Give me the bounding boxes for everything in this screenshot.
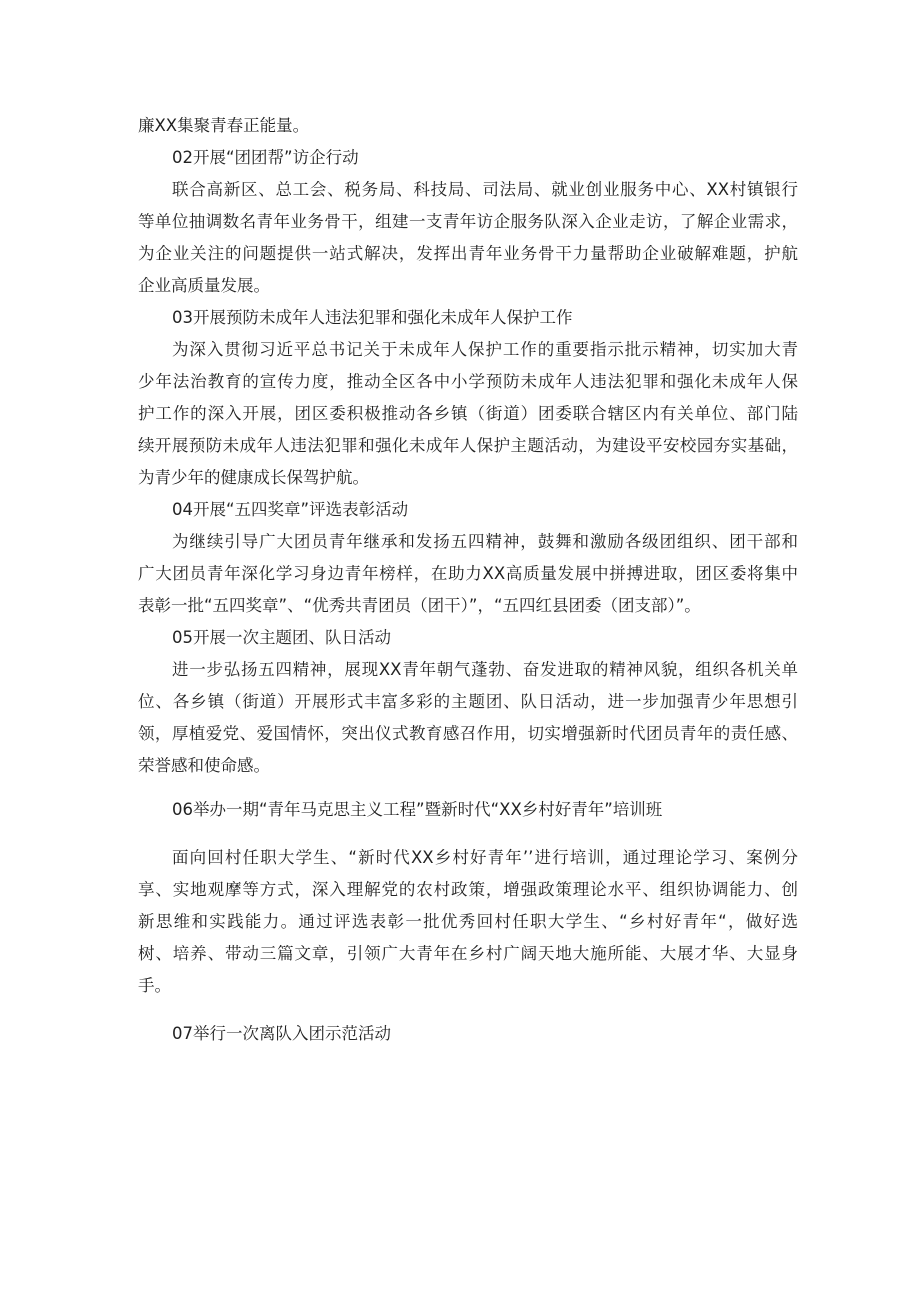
- paragraph-line: 联合高新区、总工会、税务局、科技局、司法局、就业创业服务中心、XX村镇银行: [172, 180, 798, 199]
- paragraph-line: 享、实地观摩等方式，深入理解党的农村政策，增强政策理论水平、组织协调能力、创: [138, 880, 798, 899]
- continuation-line: 廉XX集聚青春正能量。: [138, 116, 310, 135]
- document-body: [138, 110, 798, 1050]
- paragraph-line: 为企业关注的问题提供一站式解决，发挥出青年业务骨干力量帮助企业破解难题，护航: [138, 244, 798, 263]
- paragraph-line: 等单位抽调数名青年业务骨干，组建一支青年访企服务队深入企业走访，了解企业需求，: [138, 212, 798, 231]
- paragraph-line: 荣誉感和使命感。: [138, 756, 270, 775]
- paragraph-line: 新思维和实践能力。通过评选表彰一批优秀回村任职大学生、“乡村好青年“，做好选: [138, 912, 798, 931]
- section-heading-04: 04开展“五四奖章”评选表彰活动: [172, 500, 409, 519]
- section-heading-07: 07举行一次离队入团示范活动: [172, 1024, 391, 1043]
- spacer: [138, 826, 798, 842]
- paragraph-line: 企业高质量发展。: [138, 276, 270, 295]
- paragraph-line: 少年法治教育的宣传力度，推动全区各中小学预防未成年人违法犯罪和强化未成年人保: [138, 372, 798, 391]
- section-heading-05: 05开展一次主题团、队日活动: [172, 628, 391, 647]
- section-heading-06: 06举办一期“青年马克思主义工程”暨新时代“XX乡村好青年”培训班: [172, 800, 663, 819]
- paragraph-line: 手。: [138, 976, 171, 995]
- paragraph-line: 位、各乡镇（街道）开展形式丰富多彩的主题团、队日活动，进一步加强青少年思想引: [138, 692, 798, 711]
- paragraph-line: 续开展预防未成年人违法犯罪和强化未成年人保护主题活动，为建设平安校园夯实基础，: [138, 436, 798, 455]
- paragraph-line: 广大团员青年深化学习身边青年榜样，在助力XX高质量发展中拼搏进取，团区委将集中: [138, 564, 798, 583]
- paragraph-line: 面向回村任职大学生、“新时代XX乡村好青年’’进行培训，通过理论学习、案例分: [172, 848, 798, 867]
- paragraph-line: 表彰一批“五四奖章”、“优秀共青团员（团干）”，“五四红县团委（团支部）”。: [138, 596, 701, 615]
- spacer: [138, 1002, 798, 1018]
- paragraph-line: 护工作的深入开展，团区委积极推动各乡镇（街道）团委联合辖区内有关单位、部门陆: [138, 404, 798, 423]
- paragraph-line: 为青少年的健康成长保驾护航。: [138, 468, 369, 487]
- section-heading-03: 03开展预防未成年人违法犯罪和强化未成年人保护工作: [172, 308, 573, 327]
- paragraph-line: 进一步弘扬五四精神，展现XX青年朝气蓬勃、奋发进取的精神风貌，组织各机关单: [172, 660, 798, 679]
- section-heading-02: 02开展“团团帮”访企行动: [172, 148, 359, 167]
- paragraph-line: 为深入贯彻习近平总书记关于未成年人保护工作的重要指示批示精神，切实加大青: [172, 340, 798, 359]
- spacer: [138, 782, 798, 794]
- paragraph-line: 树、培养、带动三篇文章，引领广大青年在乡村广阔天地大施所能、大展才华、大显身: [138, 944, 798, 963]
- paragraph-line: 领，厚植爱党、爱国情怀，突出仪式教育感召作用，切实增强新时代团员青年的责任感、: [138, 724, 798, 743]
- paragraph-line: 为继续引导广大团员青年继承和发扬五四精神，鼓舞和激励各级团组织、团干部和: [172, 532, 798, 551]
